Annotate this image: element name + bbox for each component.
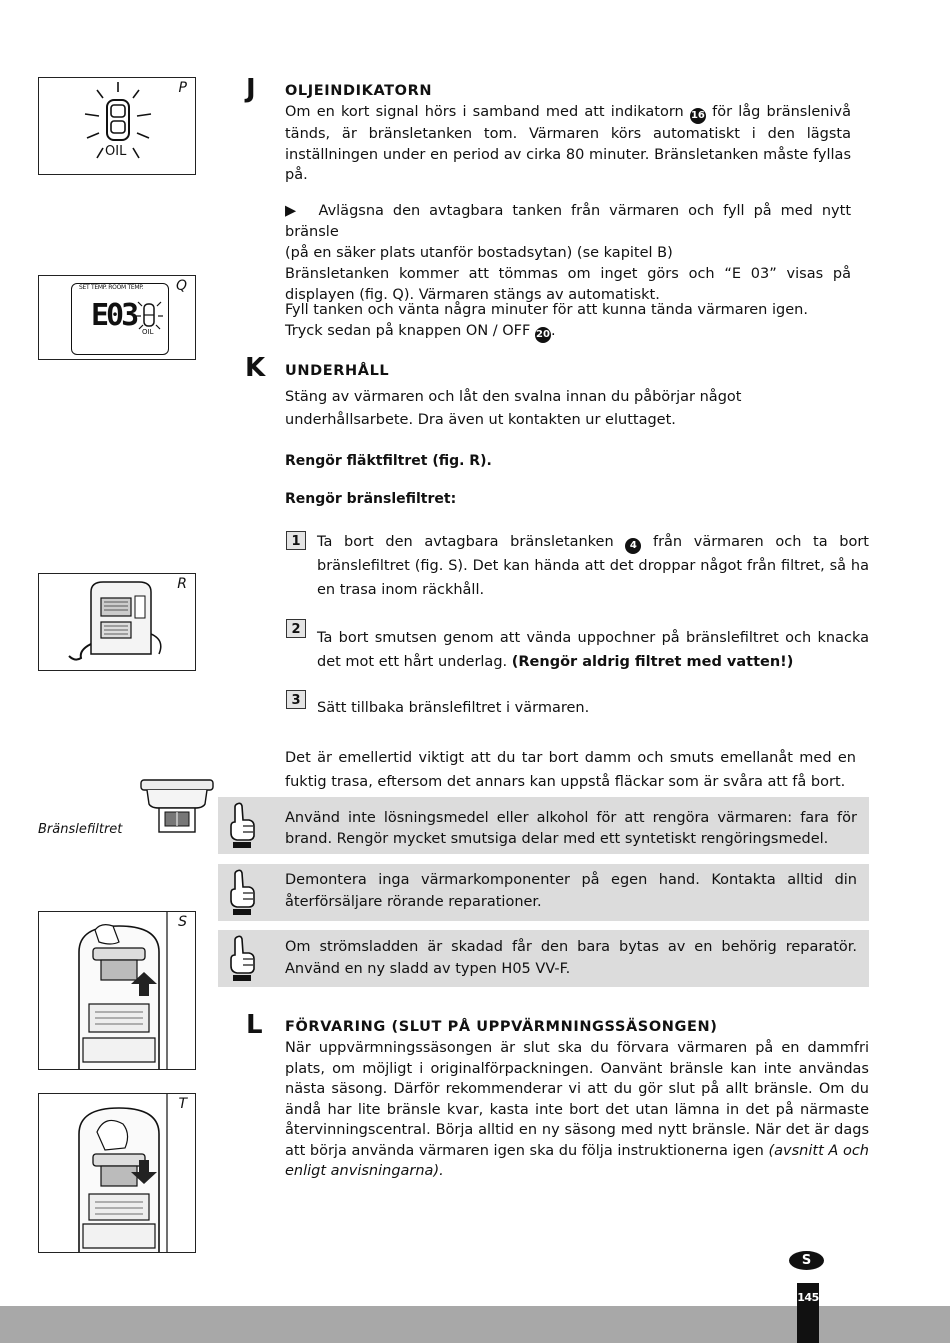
- figure-letter: Q: [175, 278, 187, 294]
- step-2-text: Ta bort smutsen genom att vända uppochner på bränslefiltret och knacka det mot ett hårt underlag. (Rengör aldrig filtret med vatten!): [317, 630, 869, 670]
- warning-note: [218, 930, 869, 987]
- pointing-hand-icon: [223, 869, 259, 917]
- step-number: 2: [286, 619, 306, 638]
- figure-letter: T: [178, 1096, 187, 1112]
- remove-filter-illustration: [39, 912, 195, 1069]
- display-oil-label: OIL: [142, 328, 154, 336]
- pointing-hand-icon: [223, 802, 259, 850]
- section-k-heading: UNDERHÅLL: [285, 363, 390, 379]
- figure-p-oil-indicator: [38, 77, 196, 175]
- section-k-closing: Det är emellertid viktigt att du tar bort damm och smuts emellanåt med en fuktig trasa, eftersom det annars kan uppstå fläckar som är svåra att få bort.: [285, 750, 856, 790]
- figure-q-display: [38, 275, 196, 360]
- page-number: 145: [797, 1291, 819, 1304]
- step-3-text: Sätt tillbaka bränslefiltret i värmaren.: [317, 700, 590, 716]
- figure-letter: S: [178, 914, 187, 930]
- fuel-filter-illustration: [139, 778, 215, 834]
- pointing-hand-icon: [223, 935, 259, 983]
- language-badge: S: [789, 1251, 824, 1270]
- section-l-heading: FÖRVARING (SLUT PÅ UPPVÄRMNINGSSÄSONGEN): [285, 1019, 718, 1035]
- display-error-code: E03: [91, 298, 137, 333]
- warning-note: [218, 797, 869, 854]
- fuel-tank-ref-icon: 4: [625, 538, 641, 554]
- section-letter-l: L: [246, 1010, 263, 1040]
- section-j-paragraph-1: Om en kort signal hörs i samband med att indikatorn 16 för låg bränslenivå tänds, är bränsletanken tom. Värmaren körs automatiskt i den lägsta inställningen under en period av cirka 80 minuter. Bränsletanken måste fyllas på.: [285, 104, 851, 183]
- section-k-sub-fan-filter: Rengör fläktfiltret (fig. R).: [285, 453, 492, 469]
- figure-letter: R: [177, 576, 187, 592]
- note-text: Om strömsladden är skadad får den bara bytas av en behörig reparatör. Använd en ny sladd av typen H05 VV-F.: [285, 939, 857, 977]
- section-letter-j: J: [246, 74, 256, 104]
- insert-filter-illustration: [39, 1094, 195, 1252]
- note-text: Använd inte lösningsmedel eller alkohol för att rengöra värmaren: fara för brand. Rengör mycket smutsiga delar med ett syntetiskt rengöringsmedel.: [285, 810, 857, 847]
- note-text: Demontera inga värmarkomponenter på egen hand. Kontakta alltid din återförsäljare rörande reparationer.: [285, 872, 857, 910]
- section-l-paragraph: När uppvärmningssäsongen är slut ska du förvara värmaren på en dammfri plats, om möjligt i originalförpackningen. Oanvänt bränsle kan inte användas nästa säsong. Därför rekommenderar vi att du gör slut på allt bränsle. Om du ändå har lite bränsle kvar, kasta inte bort det utan lämna in det på närmaste återvinningscentral. Börja alltid en ny säsong med nytt bränsle. När det är dags att börja använda värmaren igen ska du följa instruktionerna igen (avsnitt A och enligt anvisningarna).: [285, 1040, 869, 1179]
- section-letter-k: K: [245, 353, 266, 383]
- oil-label: OIL: [105, 144, 127, 159]
- step-1-text: Ta bort den avtagbara bränsletanken 4 från värmaren och ta bort bränslefiltret (fig. S). Det kan hända att det droppar något från filtret, så ha en trasa inom räckhåll.: [317, 534, 869, 598]
- figure-r-fan-filter: [38, 573, 196, 671]
- arrow-bullet-icon: ▶: [285, 203, 301, 219]
- warning-note: [218, 864, 869, 921]
- low-fuel-indicator-ref-icon: 16: [690, 108, 706, 124]
- figure-t-insert-filter: [38, 1093, 196, 1253]
- display-header: SET TEMP. ROOM TEMP.: [79, 284, 144, 291]
- heater-rear-illustration: [39, 574, 195, 670]
- step-number: 3: [286, 690, 306, 709]
- filter-caption: Bränslefiltret: [38, 822, 123, 837]
- on-off-button-ref-icon: 20: [535, 327, 551, 343]
- oil-indicator-icon: [39, 78, 195, 174]
- section-j-heading: OLJEINDIKATORN: [285, 83, 433, 99]
- step-number: 1: [286, 531, 306, 550]
- section-k-intro: Stäng av värmaren och låt den svalna innan du påbörjar något underhållsarbete. Dra även ut kontakten ur eluttaget.: [285, 389, 742, 428]
- section-j-paragraph-2: ▶ Avlägsna den avtagbara tanken från värmaren och fyll på med nytt bränsle (på en säker plats utanför bostadsytan) (se kapitel B) Bränsletanken kommer att tömmas om inget görs och “E 03” visas på displayen (fig. Q). Värmaren stängs av automatiskt.: [285, 203, 852, 303]
- section-k-sub-fuel-filter: Rengör bränslefiltret:: [285, 491, 457, 507]
- figure-letter: P: [178, 80, 187, 96]
- figure-s-remove-filter: [38, 911, 196, 1070]
- section-j-paragraph-3: Fyll tanken och vänta några minuter för att kunna tända värmaren igen. Tryck sedan på knappen ON / OFF 20.: [285, 300, 851, 343]
